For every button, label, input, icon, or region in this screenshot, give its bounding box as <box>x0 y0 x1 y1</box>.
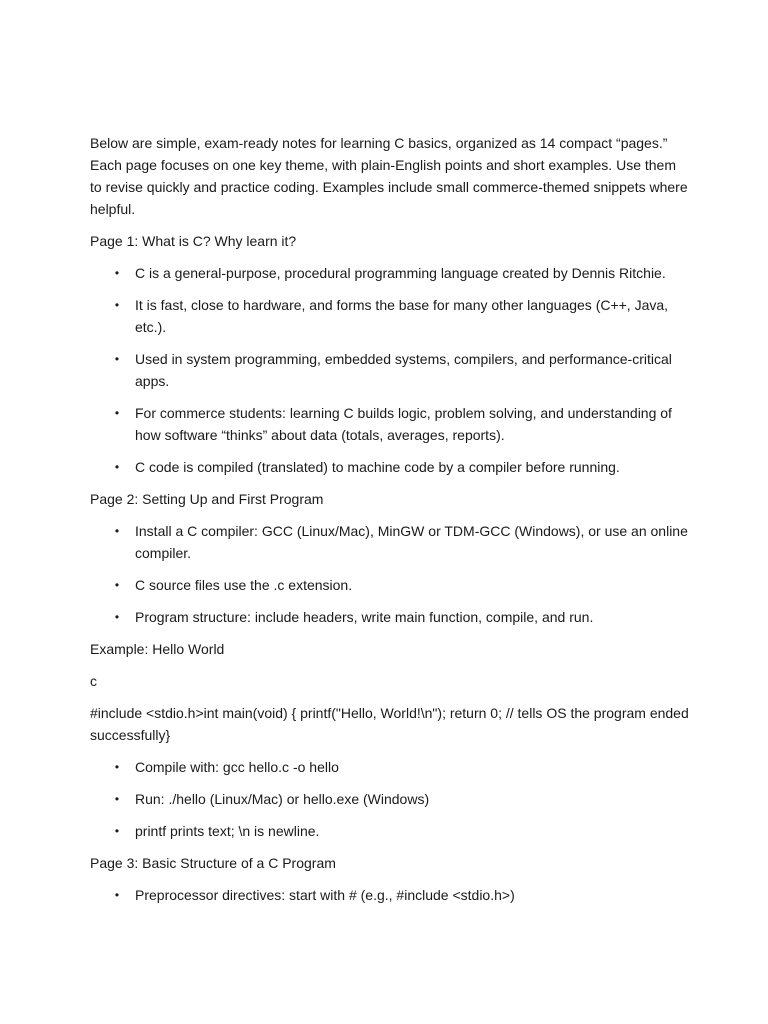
list-item <box>90 262 690 284</box>
list-item-text: Compile with: gcc hello.c -o hello <box>135 759 339 775</box>
bullet-icon: • <box>114 460 120 474</box>
list-item-text: Preprocessor directives: start with # (e.g., #include <stdio.h>) <box>135 887 515 903</box>
list-item <box>90 456 690 478</box>
page3-heading: Page 3: Basic Structure of a C Program <box>90 855 336 871</box>
bullet-icon: • <box>114 406 120 420</box>
list-item-text: Install a C compiler: GCC (Linux/Mac), MinGW or TDM-GCC (Windows), or use an online compiler. <box>135 523 688 561</box>
page2-bullet-list <box>90 520 690 628</box>
list-item <box>90 348 690 392</box>
list-item <box>90 884 690 906</box>
list-item <box>90 606 690 628</box>
page3-bullet-list <box>90 884 690 906</box>
bullet-icon: • <box>114 760 120 774</box>
list-item-text: C source files use the .c extension. <box>135 577 353 593</box>
bullet-icon: • <box>114 610 120 624</box>
bullet-icon: • <box>114 792 120 806</box>
list-item-text: Used in system programming, embedded systems, compilers, and performance-critical apps. <box>135 351 672 389</box>
bullet-icon: • <box>114 298 120 312</box>
list-item-text: C code is compiled (translated) to machine code by a compiler before running. <box>135 459 620 475</box>
intro-paragraph: Below are simple, exam-ready notes for learning C basics, organized as 14 compact “pages.” Each page focuses on one key theme, with plain-English points and short examples. Use them to revise quickly and practice coding. Examples include small commerce-themed snippets where helpful. <box>90 135 688 217</box>
example-label: Example: Hello World <box>90 641 225 657</box>
list-item-text: printf prints text; \n is newline. <box>135 823 320 839</box>
list-item <box>90 402 690 446</box>
bullet-icon: • <box>114 524 120 538</box>
bullet-icon: • <box>114 888 120 902</box>
list-item-text: For commerce students: learning C builds logic, problem solving, and understanding of how software “thinks” about data (totals, averages, reports). <box>135 405 672 443</box>
list-item <box>90 820 690 842</box>
document-page <box>90 132 690 916</box>
bullet-icon: • <box>114 824 120 838</box>
bullet-icon: • <box>114 266 120 280</box>
list-item <box>90 294 690 338</box>
page2-heading: Page 2: Setting Up and First Program <box>90 491 324 507</box>
page2-run-bullet-list <box>90 756 690 842</box>
list-item-text: Run: ./hello (Linux/Mac) or hello.exe (Windows) <box>135 791 430 807</box>
page1-bullet-list <box>90 262 690 478</box>
bullet-icon: • <box>114 578 120 592</box>
bullet-icon: • <box>114 352 120 366</box>
code-snippet: #include <stdio.h>int main(void) { printf("Hello, World!\n"); return 0; // tells OS the program ended successfully} <box>90 705 689 743</box>
list-item <box>90 520 690 564</box>
list-item-text: Program structure: include headers, write main function, compile, and run. <box>135 609 594 625</box>
list-item-text: C is a general-purpose, procedural programming language created by Dennis Ritchie. <box>135 265 666 281</box>
code-language-label: c <box>90 673 97 689</box>
list-item <box>90 788 690 810</box>
list-item-text: It is fast, close to hardware, and forms the base for many other languages (C++, Java, etc.). <box>135 297 669 335</box>
list-item <box>90 756 690 778</box>
list-item <box>90 574 690 596</box>
page1-heading: Page 1: What is C? Why learn it? <box>90 233 297 249</box>
